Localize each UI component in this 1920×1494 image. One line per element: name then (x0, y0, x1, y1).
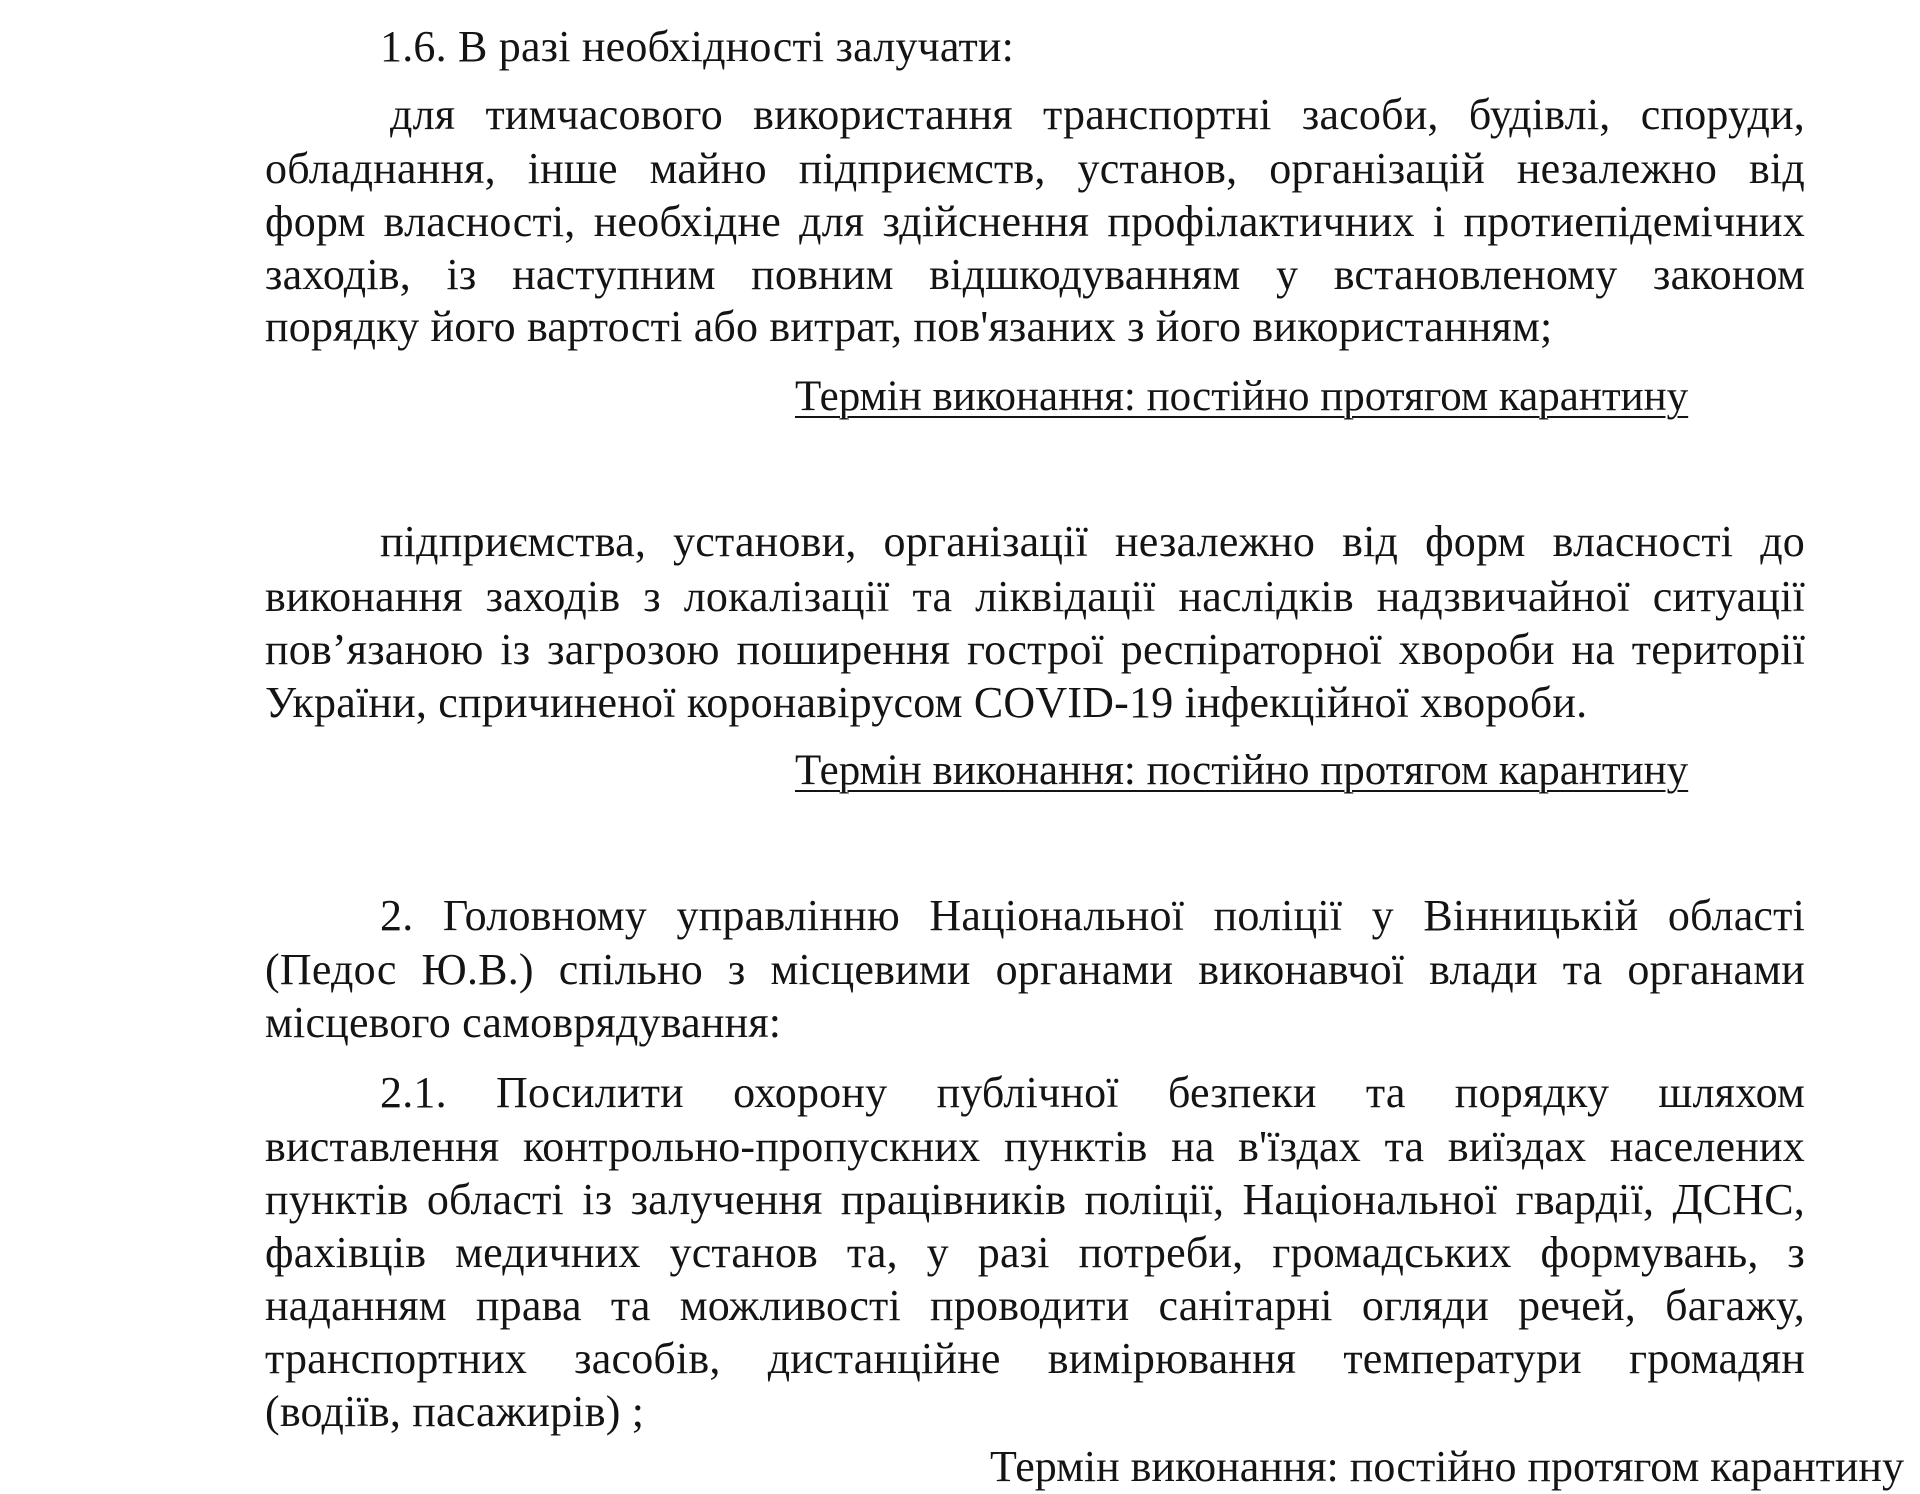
item-2-1-line-7: (водіїв, пасажирів) ; (265, 1387, 645, 1436)
item-2-1-line-4: фахівців медичних установ та, у разі потреби, громадських формувань, з (265, 1228, 1805, 1277)
item-enterprises-line-3: пов’язаною із загрозою поширення гострої респіраторної хвороби на території (265, 625, 1805, 674)
item-1-6-line-4: заходів, із наступним повним відшкодуванням у встановленому законом (265, 250, 1805, 299)
item-1-6-line-5: порядку його вартості або витрат, пов'язаних з його використанням; (265, 302, 1553, 351)
item-2-1-line-2: виставлення контрольно-пропускних пунктів на в'їздах та виїздах населених (265, 1122, 1805, 1171)
item-1-6-term: Термін виконання: постійно протягом карантину (795, 373, 1689, 420)
item-2-1-line-6: транспортних засобів, дистанційне вимірювання температури громадян (265, 1334, 1805, 1383)
item-1-6-line-3: форм власності, необхідне для здійснення профілактичних і протиепідемічних (265, 197, 1805, 246)
item-1-6-line-2: обладнання, інше майно підприємств, установ, організацій незалежно від (265, 144, 1805, 193)
item-2-1-line-3: пунктів області із залучення працівників поліції, Національної гвардії, ДСНС, (265, 1175, 1805, 1224)
item-enterprises-term: Термін виконання: постійно протягом карантину (795, 747, 1689, 794)
item-2-1-line-1: 2.1. Посилити охорону публічної безпеки та порядку шляхом (380, 1068, 1805, 1117)
item-enterprises-line-4: України, спричиненої коронавірусом COVID-19 інфекційної хвороби. (265, 678, 1588, 727)
item-2-1-line-5: наданням права та можливості проводити санітарні огляди речей, багажу, (265, 1281, 1805, 1330)
item-1-6-line-1: для тимчасового використання транспортні засоби, будівлі, споруди, (390, 90, 1805, 139)
item-enterprises-line-2: виконання заходів з локалізації та ліквідації наслідків надзвичайної ситуації (265, 572, 1805, 621)
item-2-1-term-cut: Термін виконання: постійно протягом карантину (990, 1442, 1904, 1491)
item-2-line-3: місцевого самоврядування: (265, 998, 782, 1047)
item-2-line-1: 2. Головному управлінню Національної поліції у Вінницькій області (380, 891, 1805, 940)
item-2-line-2: (Педос Ю.В.) спільно з місцевими органами виконавчої влади та органами (265, 945, 1805, 994)
item-1-6-heading: 1.6. В разі необхідності залучати: (380, 22, 1015, 71)
item-enterprises-line-1: підприємства, установи, організації незалежно від форм власності до (380, 517, 1805, 566)
